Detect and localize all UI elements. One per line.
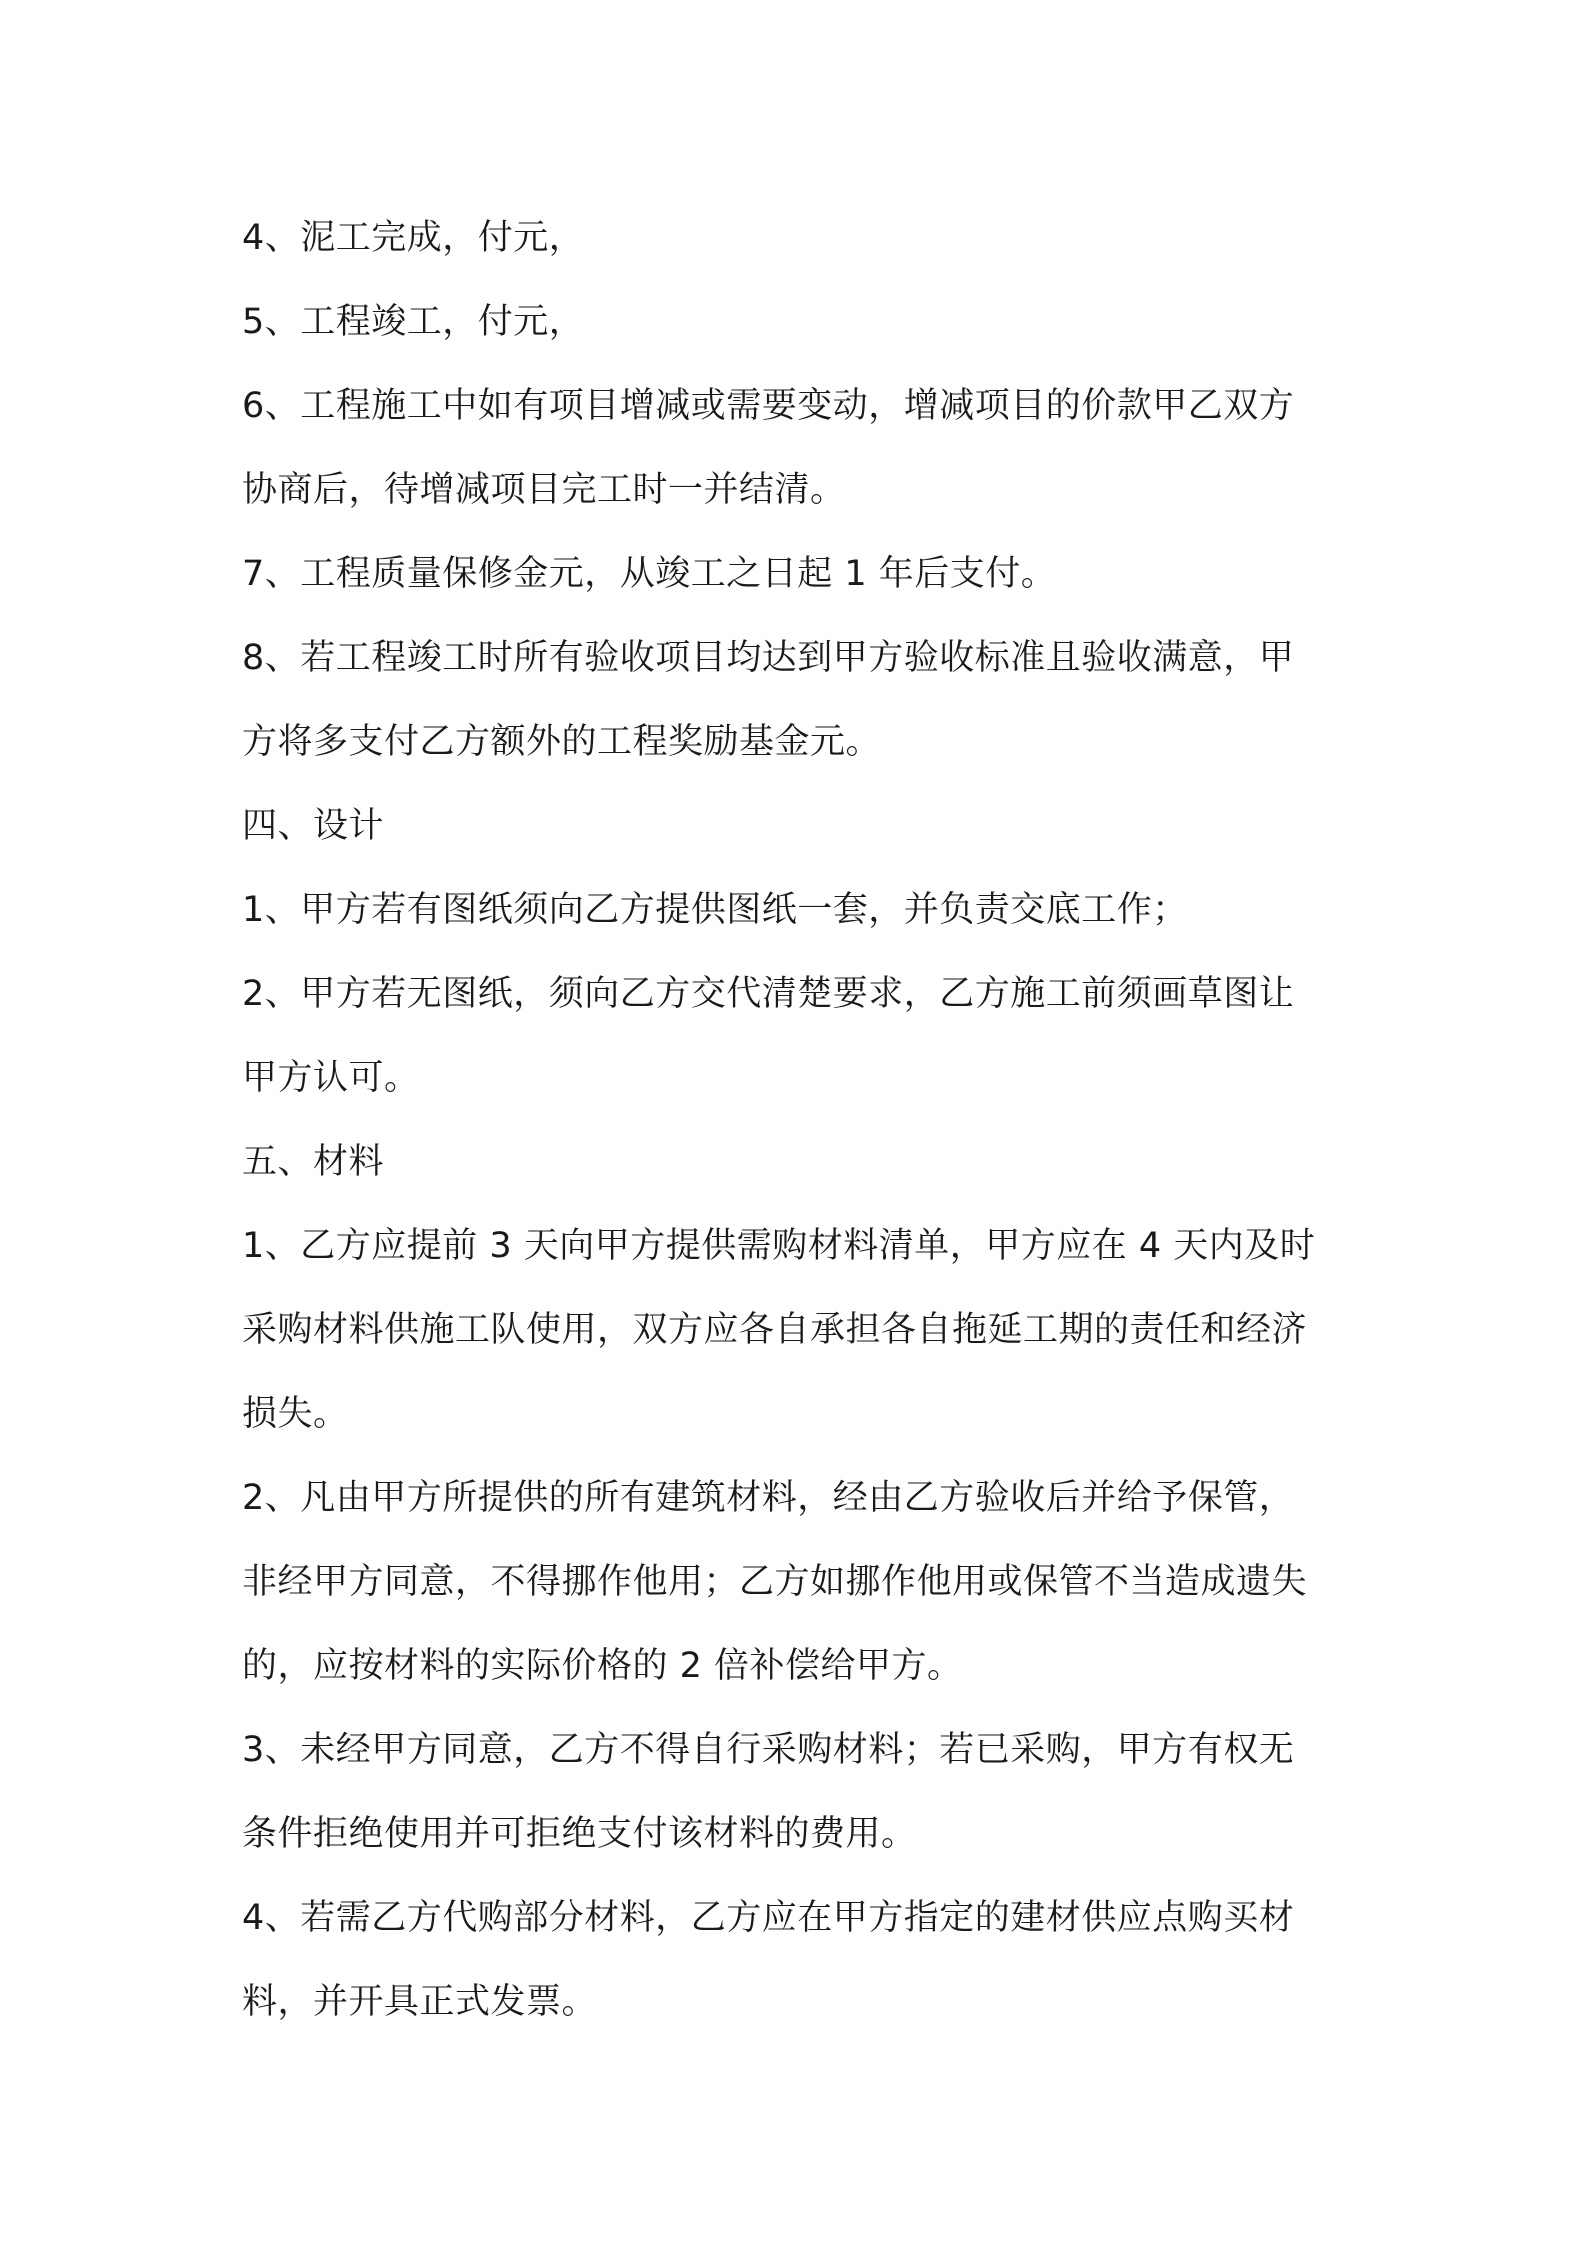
- text-line: 料，并开具正式发票。: [242, 1982, 598, 2022]
- text-line: 协商后，待增减项目完工时一并结清。: [242, 470, 846, 510]
- document-body: [242, 196, 1352, 2044]
- text-line: 非经甲方同意，不得挪作他用；乙方如挪作他用或保管不当造成遗失: [242, 1562, 1308, 1602]
- text-line: 方将多支付乙方额外的工程奖励基金元。: [242, 722, 882, 762]
- section-heading: 四、设计: [242, 806, 385, 846]
- text-line: 8、若工程竣工时所有验收项目均达到甲方验收标准且验收满意，甲: [242, 638, 1295, 678]
- text-line: 5、工程竣工，付元，: [242, 302, 585, 342]
- text-line: 损失。: [242, 1394, 349, 1434]
- text-line: 3、未经甲方同意，乙方不得自行采购材料；若已采购，甲方有权无: [242, 1730, 1295, 1770]
- text-line: 2、甲方若无图纸，须向乙方交代清楚要求，乙方施工前须画草图让: [242, 974, 1295, 1014]
- text-line: 1、乙方应提前 3 天向甲方提供需购材料清单，甲方应在 4 天内及时: [242, 1226, 1316, 1266]
- text-line: 的，应按材料的实际价格的 2 倍补偿给甲方。: [242, 1646, 963, 1686]
- text-line: 甲方认可。: [242, 1058, 420, 1098]
- text-line: 7、工程质量保修金元，从竣工之日起 1 年后支付。: [242, 554, 1057, 594]
- text-line: 2、凡由甲方所提供的所有建筑材料，经由乙方验收后并给予保管，: [242, 1478, 1295, 1518]
- text-line: 4、泥工完成，付元，: [242, 218, 585, 258]
- text-line: 6、工程施工中如有项目增减或需要变动，增减项目的价款甲乙双方: [242, 386, 1295, 426]
- text-line: 采购材料供施工队使用，双方应各自承担各自拖延工期的责任和经济: [242, 1310, 1308, 1350]
- text-line: 条件拒绝使用并可拒绝支付该材料的费用。: [242, 1814, 917, 1854]
- text-line: 1、甲方若有图纸须向乙方提供图纸一套，并负责交底工作；: [242, 890, 1188, 930]
- text-line: 4、若需乙方代购部分材料，乙方应在甲方指定的建材供应点购买材: [242, 1898, 1295, 1938]
- section-heading: 五、材料: [242, 1142, 385, 1182]
